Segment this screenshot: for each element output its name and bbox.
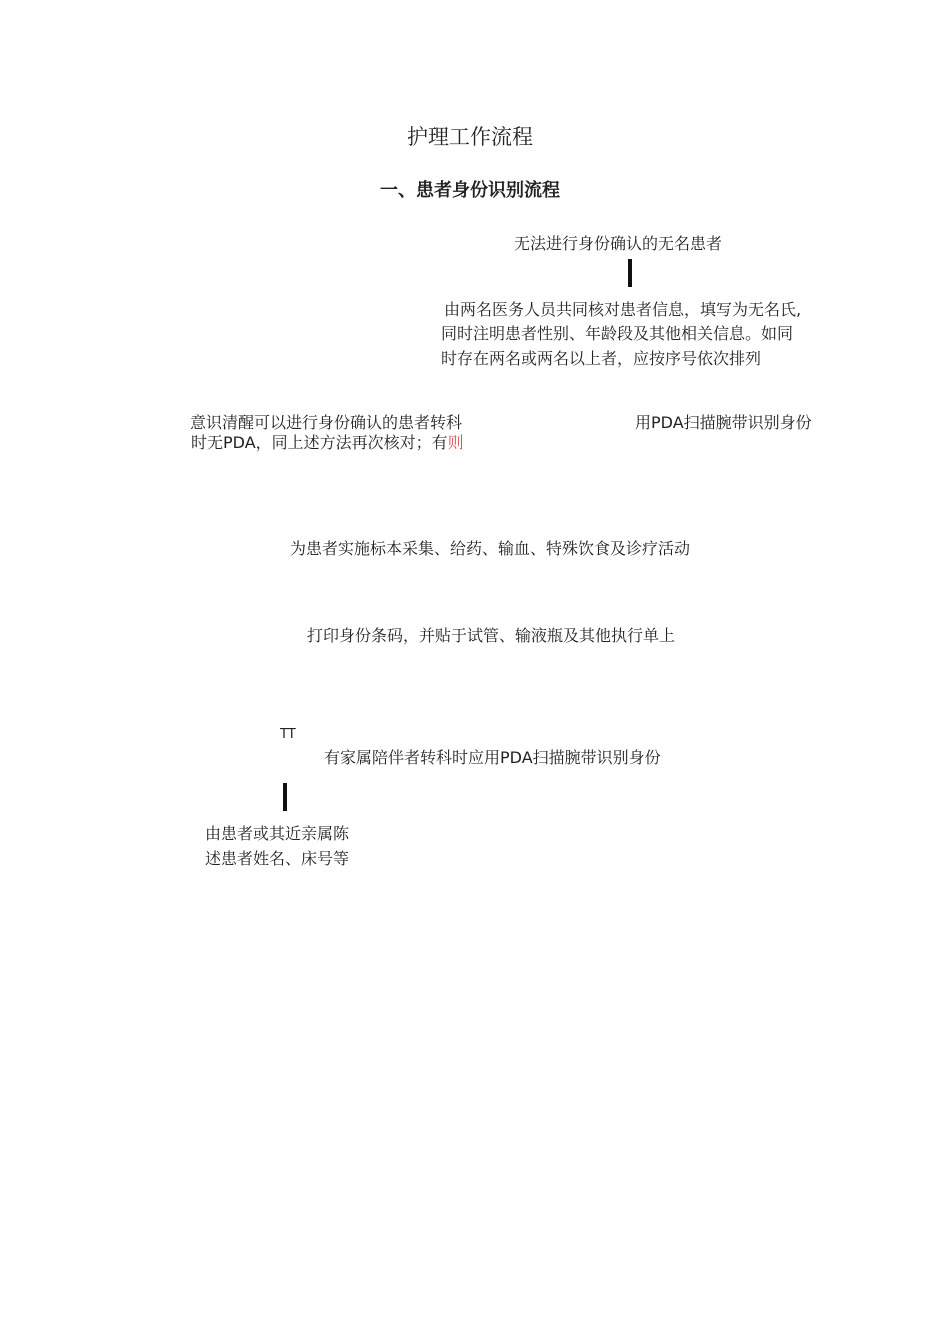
document-title: 护理工作流程	[407, 125, 533, 149]
conscious-patient-line-2-accent: 则	[447, 433, 464, 452]
conscious-patient-line-2-main: 时无PDA，同上述方法再次核对；有	[191, 433, 448, 452]
family-transfer: 有家属陪伴者转科时应用PDA扫描腕带识别身份	[324, 748, 661, 767]
procedure-line-3: 时存在两名或两名以上者，应按序号依次排列	[441, 349, 762, 368]
relative-statement-line-2: 述患者姓名、床号等	[205, 849, 350, 868]
procedure-line-1: 由两名医务人员共同核对患者信息，填写为无名氏,	[444, 300, 802, 319]
conscious-patient-line-2	[191, 433, 464, 453]
pda-scan-right: 用PDA扫描腕带识别身份	[635, 413, 812, 432]
connector-line-1	[628, 259, 632, 287]
procedure-line-2: 同时注明患者性别、年龄段及其他相关信息。如同	[441, 324, 794, 343]
implement-activities: 为患者实施标本采集、给药、输血、特殊饮食及诊疗活动	[290, 539, 691, 558]
section-title: 一、患者身份识别流程	[380, 180, 560, 201]
print-barcode: 打印身份条码，并贴于试管、输液瓶及其他执行单上	[307, 626, 676, 645]
unknown-patient-heading: 无法进行身份确认的无名患者	[514, 234, 723, 253]
conscious-patient-line-1: 意识清醒可以进行身份确认的患者转科	[190, 413, 463, 432]
connector-line-2	[283, 783, 287, 811]
stray-mark: TT	[280, 727, 296, 742]
relative-statement-line-1: 由患者或其近亲属陈	[205, 824, 350, 843]
